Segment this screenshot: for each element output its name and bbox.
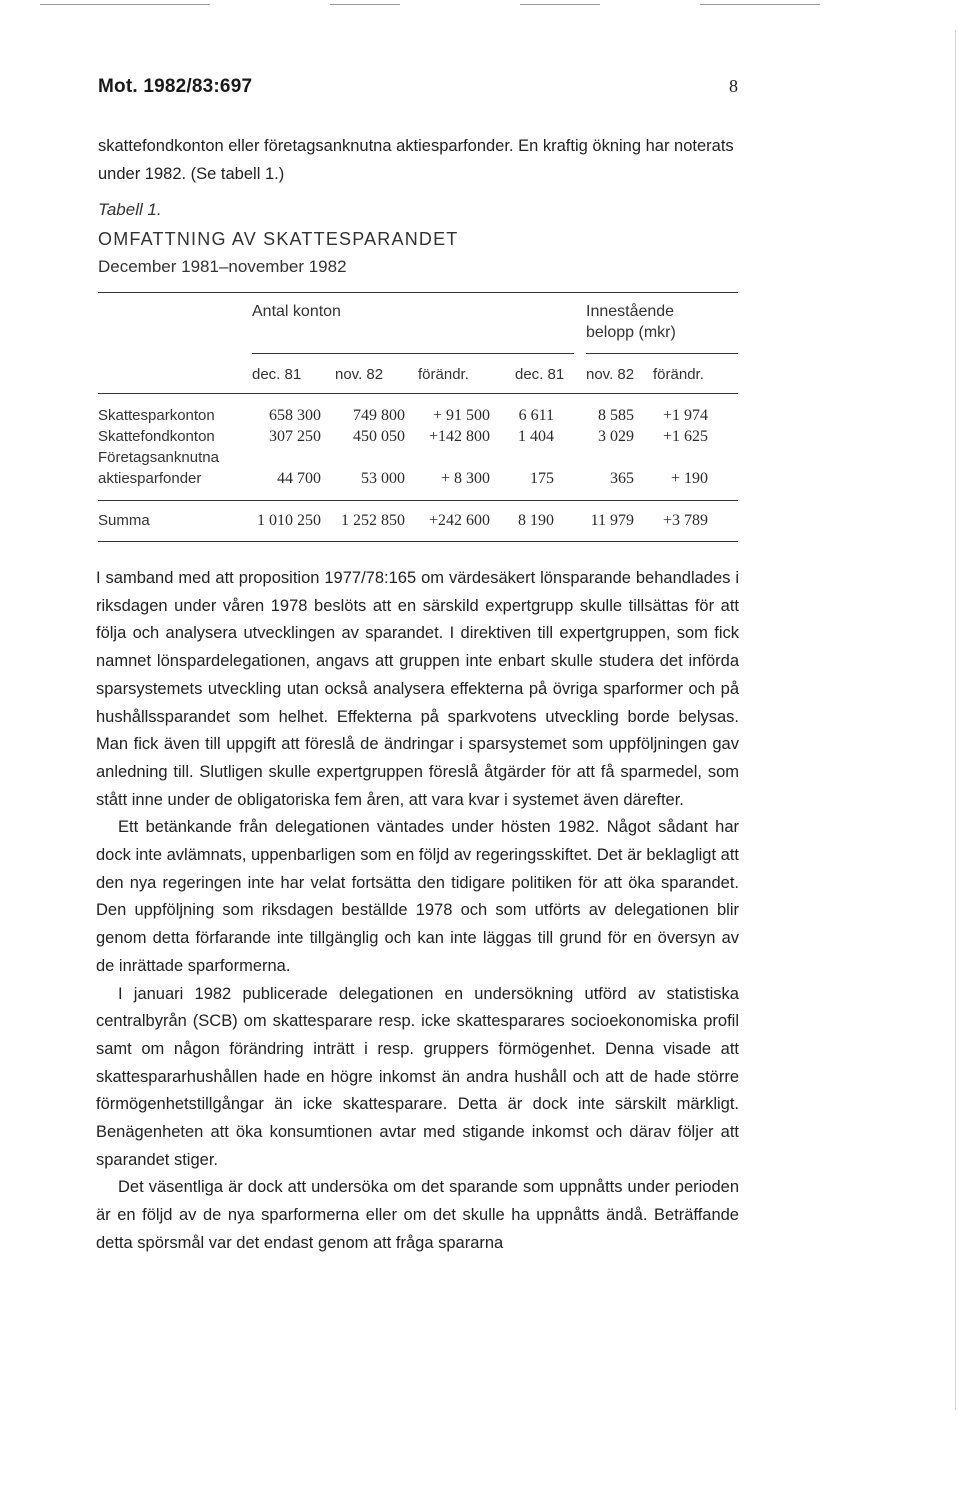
table-subtitle: December 1981–november 1982 [98, 257, 347, 276]
table-label: Tabell 1. [98, 200, 162, 219]
table-cell: + 8 300 [440, 470, 490, 487]
table-cell: 658 300 [269, 407, 321, 424]
intro-text [98, 132, 738, 188]
table-cell: + 91 500 [432, 407, 490, 424]
table-cell: +242 600 [428, 512, 490, 529]
table-cell: 8 190 [518, 512, 554, 529]
table-cell: 307 250 [269, 428, 321, 445]
paragraph: Ett betänkande från delegationen väntades under hösten 1982. Något sådant har dock inte avlämnats, uppenbarligen som en följd av regeringsskiftet. Det är beklagligt att den nya regeringen inte har velat fortsätta den tidigare politiken för att öka sparandet. Den uppföljning som riksdagen beställde 1978 och som utförts av delegationen blir genom detta förfarande inte tillgänglig och kan inte läggas till grund för en översyn av de inrättade sparformerna. [96, 818, 739, 975]
table-cell: 53 000 [361, 470, 405, 487]
document-reference: Mot. 1982/83:697 [98, 76, 253, 97]
paragraph: Det väsentliga är dock att undersöka om det sparande som uppnåtts under perioden är en följd av de nya sparformerna eller om det skulle ha uppnåtts ändå. Beträffande detta spörsmål var det endast genom att fråga spararna [96, 1178, 739, 1252]
row-label [98, 447, 219, 489]
column-header: förändr. [653, 366, 704, 383]
table-cell: 11 979 [590, 512, 634, 529]
total-label: Summa [98, 512, 150, 529]
table-cell: 3 029 [598, 428, 634, 445]
table-cell: + 190 [670, 470, 708, 487]
table-cell: 8 585 [598, 407, 634, 424]
body-text [96, 565, 739, 1258]
intro-paragraph: skattefondkonton eller företagsanknutna aktiesparfonder. En kraftig ökning har noterats under 1982. (Se tabell 1.) [98, 137, 734, 183]
savings-table [98, 405, 738, 529]
table-cell: 1 252 850 [341, 512, 405, 529]
table-cell: 44 700 [277, 470, 321, 487]
table-rule-bottom [98, 541, 738, 542]
table-title: OMFATTNING AV SKATTESPARANDET [98, 229, 459, 249]
column-header: dec. 81 [252, 366, 302, 383]
table-cell: +1 974 [662, 407, 708, 424]
table-row [98, 405, 738, 426]
row-label: Skattefondkonton [98, 428, 215, 445]
table-cell: 450 050 [353, 428, 405, 445]
table-cell: +3 789 [662, 512, 708, 529]
table-cell: +142 800 [428, 428, 490, 445]
scan-edge-right [955, 30, 956, 1410]
table-cell: 175 [530, 470, 554, 487]
page-header [98, 76, 738, 104]
row-label-line2: aktiesparfonder [98, 470, 202, 487]
table-row [98, 447, 738, 489]
group-header-amount-line1: Innestående [586, 303, 675, 320]
page-number: 8 [729, 76, 738, 96]
column-header: förändr. [418, 366, 469, 383]
table-cell: 6 611 [518, 407, 554, 424]
table-cell: 749 800 [353, 407, 405, 424]
row-label: Skattesparkonton [98, 407, 215, 424]
table-cell: 1 010 250 [257, 512, 321, 529]
table-cell: 365 [610, 470, 634, 487]
table-rule-header [98, 393, 738, 394]
row-label-line1: Företagsanknutna [98, 449, 219, 466]
table-rule-sum [98, 500, 738, 501]
paragraph: I samband med att proposition 1977/78:165 om värdesäkert lönsparande behandlades i riksdagen under våren 1978 beslöts att en särskild expertgrupp skulle tillsättas för att följa och analysera utvecklingen av sparandet. I direktiven till expertgruppen, som fick namnet lönspardelegationen, angavs att gruppen inte enbart skulle studera det införda sparsystemets utveckling utan också analysera effekterna på övriga sparformer och på hushållssparandet som helhet. Effekterna på sparkvotens utveckling borde belysas. Man fick även till uppgift att föreslå de ändringar i sparsystemet som uppföljningen gav anledning till. Slutligen skulle expertgruppen föreslå åtgärder för att få sparmedel, som stått inne under de obligatoriska fem åren, att vara kvar i systemet även därefter. [96, 569, 739, 809]
table-cell: +1 625 [662, 428, 708, 445]
column-header: nov. 82 [586, 366, 635, 383]
table-rule-top [98, 292, 738, 293]
scan-edge-top [0, 0, 960, 8]
table-total-row [98, 510, 738, 531]
column-header: nov. 82 [335, 366, 384, 383]
table-row [98, 426, 738, 447]
paragraph: I januari 1982 publicerade delegationen en undersökning utförd av statistiska centralbyrån (SCB) om skattesparare resp. icke skattesparares socioekonomiska profil samt om någon förändring inträtt i resp. gruppers förmögenhet. Denna visade att skattespararhushållen hade en högre inkomst än andra hushåll och att de hade större förmögenhetstillgångar än icke skattesparare. Detta är dock inte särskilt märkligt. Benägenheten att öka konsumtionen avtar med stigande inkomst och därav följer att sparandet stiger. [96, 984, 739, 1169]
group-rule-accounts [252, 353, 574, 354]
table-cell: 1 404 [518, 428, 554, 445]
group-rule-amount [586, 353, 738, 354]
column-header: dec. 81 [515, 366, 565, 383]
group-header-amount-line2: belopp (mkr) [586, 324, 676, 341]
group-header-accounts: Antal konton [252, 303, 341, 320]
